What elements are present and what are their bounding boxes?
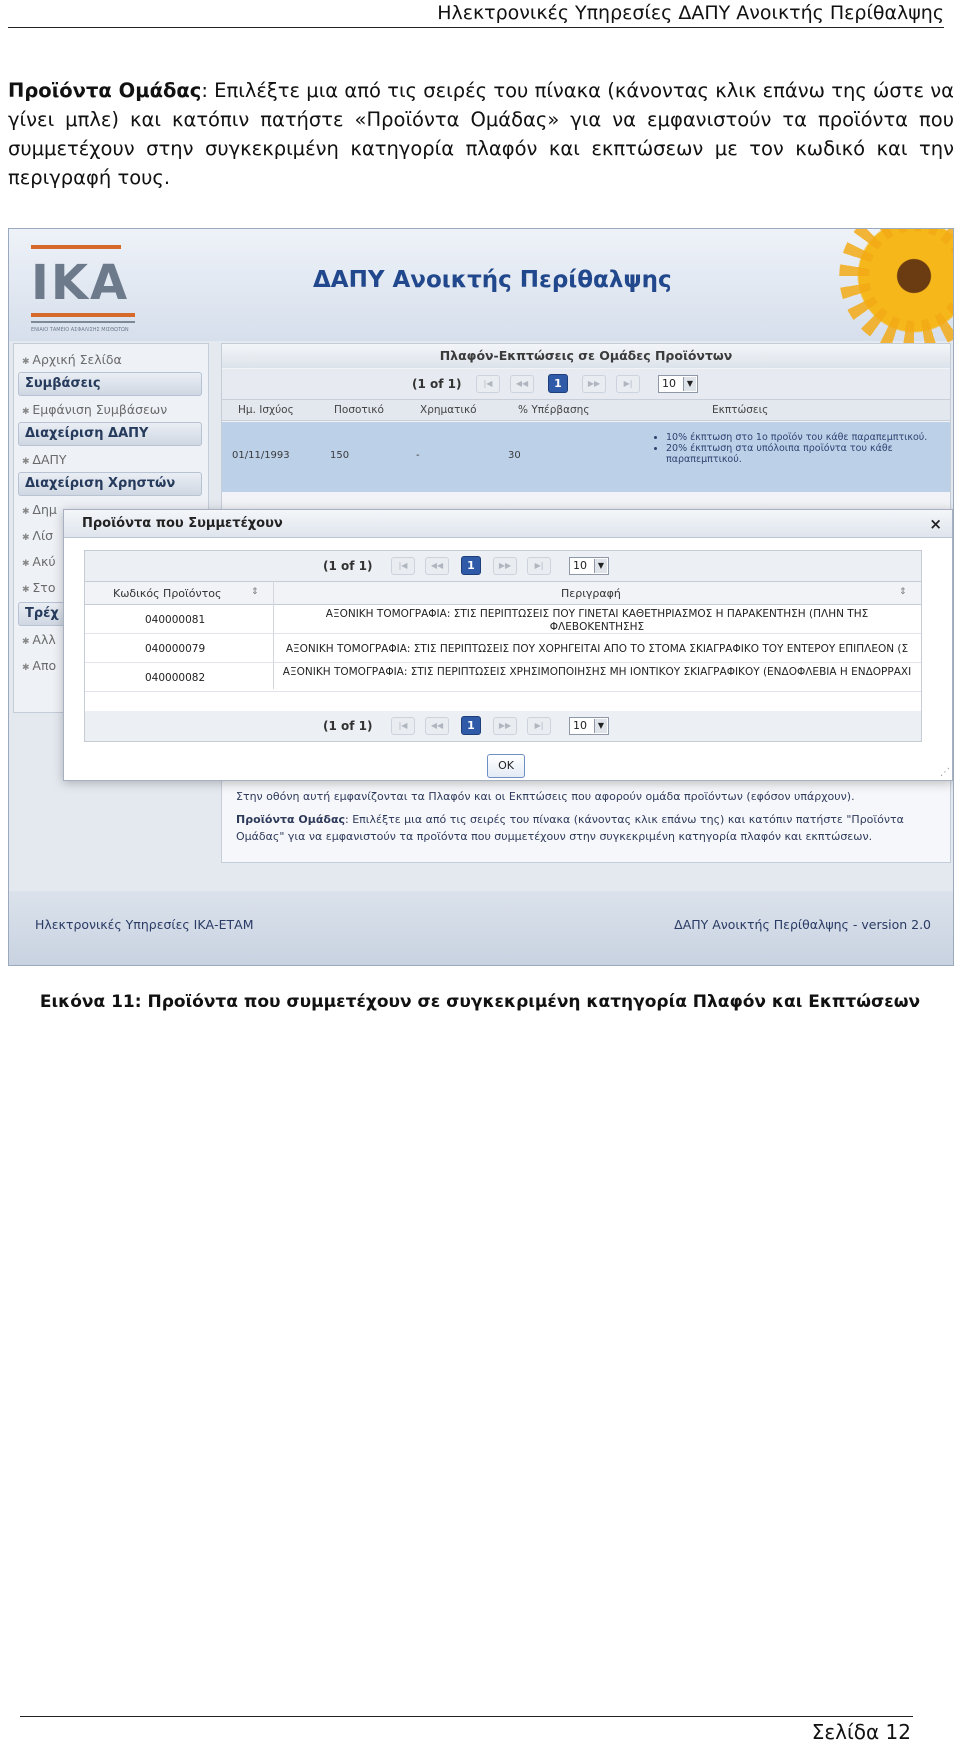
col-description[interactable]: Περιγραφή bbox=[561, 587, 621, 600]
footer-left: Ηλεκτρονικές Υπηρεσίες ΙΚΑ-ΕΤΑΜ bbox=[35, 917, 254, 932]
first-page-button[interactable]: |◀ bbox=[391, 717, 415, 735]
logo-text: IKA bbox=[31, 255, 130, 311]
current-page-button[interactable]: 1 bbox=[548, 374, 568, 393]
sort-icon[interactable]: ⇕ bbox=[899, 587, 907, 597]
page-size-select[interactable]: 10 ▼ bbox=[569, 717, 609, 735]
modal-table-header bbox=[85, 581, 921, 605]
intro-bold-term: Προϊόντα Ομάδας bbox=[8, 79, 202, 102]
table-row-selected[interactable]: 01/11/1993 150 - 30 • 10% έκπτωση στο 1ο προϊόν του κάθε παραπεμπτικού. • 20% έκπτωση στα υπόλοιπα προϊόντα του κάθε παραπεμπτικού. bbox=[222, 422, 950, 492]
figure-caption: Εικόνα 11: Προϊόντα που συμμετέχουν σε συγκεκριμένη κατηγορία Πλαφόν και Εκπτώσεων bbox=[39, 992, 921, 1012]
sunflower-image bbox=[849, 228, 954, 341]
next-page-button[interactable]: ▶▶ bbox=[493, 557, 517, 575]
sidebar-item-home[interactable]: ✱ Αρχική Σελίδα bbox=[22, 352, 122, 367]
first-page-button[interactable]: |◀ bbox=[391, 557, 415, 575]
sidebar-item-all[interactable]: ✱ Αλλ bbox=[22, 632, 56, 647]
header-title: Ηλεκτρονικές Υπηρεσίες ΔΑΠΥ Ανοικτής Περίθαλψης bbox=[437, 2, 944, 24]
document-header bbox=[8, 0, 944, 28]
panel-pager-text: (1 of 1) bbox=[412, 377, 462, 391]
panel-title: Πλαφόν-Εκπτώσεις σε Ομάδες Προϊόντων bbox=[222, 344, 950, 368]
panel-pager bbox=[222, 369, 950, 399]
sidebar-head-contracts[interactable]: Συμβάσεις bbox=[18, 372, 202, 396]
ika-logo bbox=[19, 235, 145, 335]
sidebar-item-show-contracts[interactable]: ✱ Εμφάνιση Συμβάσεων bbox=[22, 402, 167, 417]
col-quantity[interactable]: Ποσοτικό bbox=[334, 404, 384, 416]
sidebar-head-current[interactable]: Τρέχ bbox=[18, 602, 202, 626]
prev-page-button[interactable]: ◀◀ bbox=[425, 717, 449, 735]
products-table bbox=[84, 550, 922, 742]
col-product-code[interactable]: Κωδικός Προϊόντος bbox=[113, 587, 222, 600]
logo-subtitle: ΕΝΙΑΙΟ ΤΑΜΕΙΟ ΑΣΦΑΛΙΣΗΣ ΜΙΣΘΩΤΩΝ bbox=[31, 327, 129, 333]
page-size-select[interactable]: 10 ▼ bbox=[658, 375, 698, 393]
next-page-button[interactable]: ▶▶ bbox=[582, 375, 606, 393]
page-number: Σελίδα 12 bbox=[811, 1720, 911, 1744]
sidebar-head-users[interactable]: Διαχείριση Χρηστών bbox=[18, 472, 202, 496]
info-box: Στην οθόνη αυτή εμφανίζονται τα Πλαφόν και οι Εκπτώσεις που αφορούν ομάδα προϊόντων (εφόσον υπάρχουν). Προϊόντα Ομάδας: Επιλέξτε μια από τις σειρές του πίνακα (κάνοντας κλικ επάνω της) και κατόπιν πατήστε "Προϊόντα Ομάδας" για να εμφανιστούν τα προϊόντα που συμμετέχουν στην συγκεκριμένη κατηγορία πλαφόν και εκπτώσεων. bbox=[221, 777, 951, 863]
app-footer bbox=[9, 891, 954, 966]
discount-list: • 10% έκπτωση στο 1ο προϊόν του κάθε παραπεμπτικού. • 20% έκπτωση στα υπόλοιπα προϊόντα του κάθε παραπεμπτικού. bbox=[652, 432, 942, 465]
app-banner bbox=[9, 229, 954, 341]
sidebar-head-dapy[interactable]: Διαχείριση ΔΑΠΥ bbox=[18, 422, 202, 446]
table-row[interactable]: 040000082 ΑΞΟΝΙΚΗ ΤΟΜΟΓΡΑΦΙΑ: ΣΤΙΣ ΠΕΡΙΠΤΩΣΕΙΣ ΧΡΗΣΙΜΟΠΟΙΗΣΗΣ ΜΗ ΙΟΝΤΙΚΟΥ ΣΚΙΑΓΡΑΦΙΚΟΥ (ΕΝΔΟΦΛΕΒΙΑ Η ΕΝΔΟΡΡΑΧΙ bbox=[85, 664, 921, 692]
next-page-button[interactable]: ▶▶ bbox=[493, 717, 517, 735]
modal-pager-bottom: (1 of 1) |◀ ◀◀ 1 ▶▶ ▶| 10 ▼ bbox=[85, 711, 921, 741]
first-page-button[interactable]: |◀ bbox=[476, 375, 500, 393]
col-date[interactable]: Ημ. Ισχύος bbox=[238, 404, 294, 416]
page-footer bbox=[20, 1716, 913, 1747]
chevron-down-icon: ▼ bbox=[683, 377, 696, 391]
prev-page-button[interactable]: ◀◀ bbox=[510, 375, 534, 393]
panel-table-header bbox=[222, 399, 950, 421]
footer-right: ΔΑΠΥ Ανοικτής Περίθαλψης - version 2.0 bbox=[674, 917, 931, 932]
last-page-button[interactable]: ▶| bbox=[527, 717, 551, 735]
chevron-down-icon: ▼ bbox=[594, 719, 607, 733]
sidebar-item-apo[interactable]: ✱ Απο bbox=[22, 658, 56, 673]
table-row[interactable]: 040000081 ΑΞΟΝΙΚΗ ΤΟΜΟΓΡΑΦΙΑ: ΣΤΙΣ ΠΕΡΙΠΤΩΣΕΙΣ ΠΟΥ ΓΙΝΕΤΑΙ ΚΑΘΕΤΗΡΙΑΣΜΟΣ Η ΠΑΡΑΚΕΝΤΗΣΗ (ΠΛΗΝ ΤΗΣ ΦΛΕΒΟΚΕΝΤΗΣΗΣ bbox=[85, 606, 921, 634]
col-overrun[interactable]: % Υπέρβασης bbox=[518, 404, 590, 416]
current-page-button[interactable]: 1 bbox=[461, 716, 481, 735]
resize-grip-icon[interactable]: ⋰ bbox=[940, 767, 950, 778]
last-page-button[interactable]: ▶| bbox=[527, 557, 551, 575]
sidebar-item-dim[interactable]: ✱ Δημ bbox=[22, 502, 57, 517]
intro-text: : Επιλέξτε μια από τις σειρές του πίνακα (κάνοντας κλικ επάνω της ώστε να γίνει μπλε) και κατόπιν πατήστε «Προϊόντα Ομάδας» για να εμφανιστούν τα προϊόντα που συμμετέχουν στην συγκεκριμένη κατηγορία πλαφόν και εκπτώσεων με τον κωδικό και την περιγραφή τους. bbox=[8, 79, 954, 189]
intro-paragraph bbox=[8, 76, 954, 192]
prev-page-button[interactable]: ◀◀ bbox=[425, 557, 449, 575]
table-row[interactable]: 040000079 ΑΞΟΝΙΚΗ ΤΟΜΟΓΡΑΦΙΑ: ΣΤΙΣ ΠΕΡΙΠΤΩΣΕΙΣ ΠΟΥ ΧΟΡΗΓΕΙΤΑΙ ΑΠΟ ΤΟ ΣΤΟΜΑ ΣΚΙΑΓΡΑΦΙΚΟ ΤΟΥ ΕΝΤΕΡΟΥ ΕΠΙΠΛΕΟΝ (Σ bbox=[85, 635, 921, 663]
page-size-select[interactable]: 10 ▼ bbox=[569, 557, 609, 575]
modal-pager-top: (1 of 1) |◀ ◀◀ 1 ▶▶ ▶| 10 ▼ bbox=[85, 551, 921, 581]
modal-title: Προϊόντα που Συμμετέχουν × bbox=[64, 510, 952, 538]
sidebar-item-aky[interactable]: ✱ Ακύ bbox=[22, 554, 56, 569]
chevron-down-icon: ▼ bbox=[594, 559, 607, 573]
close-icon[interactable]: × bbox=[929, 515, 942, 533]
col-monetary[interactable]: Χρηματικό bbox=[420, 404, 477, 416]
banner-title: ΔΑΠΥ Ανοικτής Περίθαλψης bbox=[313, 267, 672, 293]
products-modal bbox=[63, 509, 953, 781]
embedded-screenshot bbox=[8, 228, 954, 966]
current-page-button[interactable]: 1 bbox=[461, 556, 481, 575]
ok-button[interactable]: OK bbox=[487, 754, 525, 778]
last-page-button[interactable]: ▶| bbox=[616, 375, 640, 393]
sort-icon[interactable]: ⇕ bbox=[251, 587, 259, 597]
sidebar-item-sto[interactable]: ✱ Στο bbox=[22, 580, 55, 595]
sidebar-item-lis[interactable]: ✱ Λίσ bbox=[22, 528, 53, 543]
sidebar-item-dapy[interactable]: ✱ ΔΑΠΥ bbox=[22, 452, 67, 467]
col-discounts[interactable]: Εκπτώσεις bbox=[712, 404, 769, 416]
